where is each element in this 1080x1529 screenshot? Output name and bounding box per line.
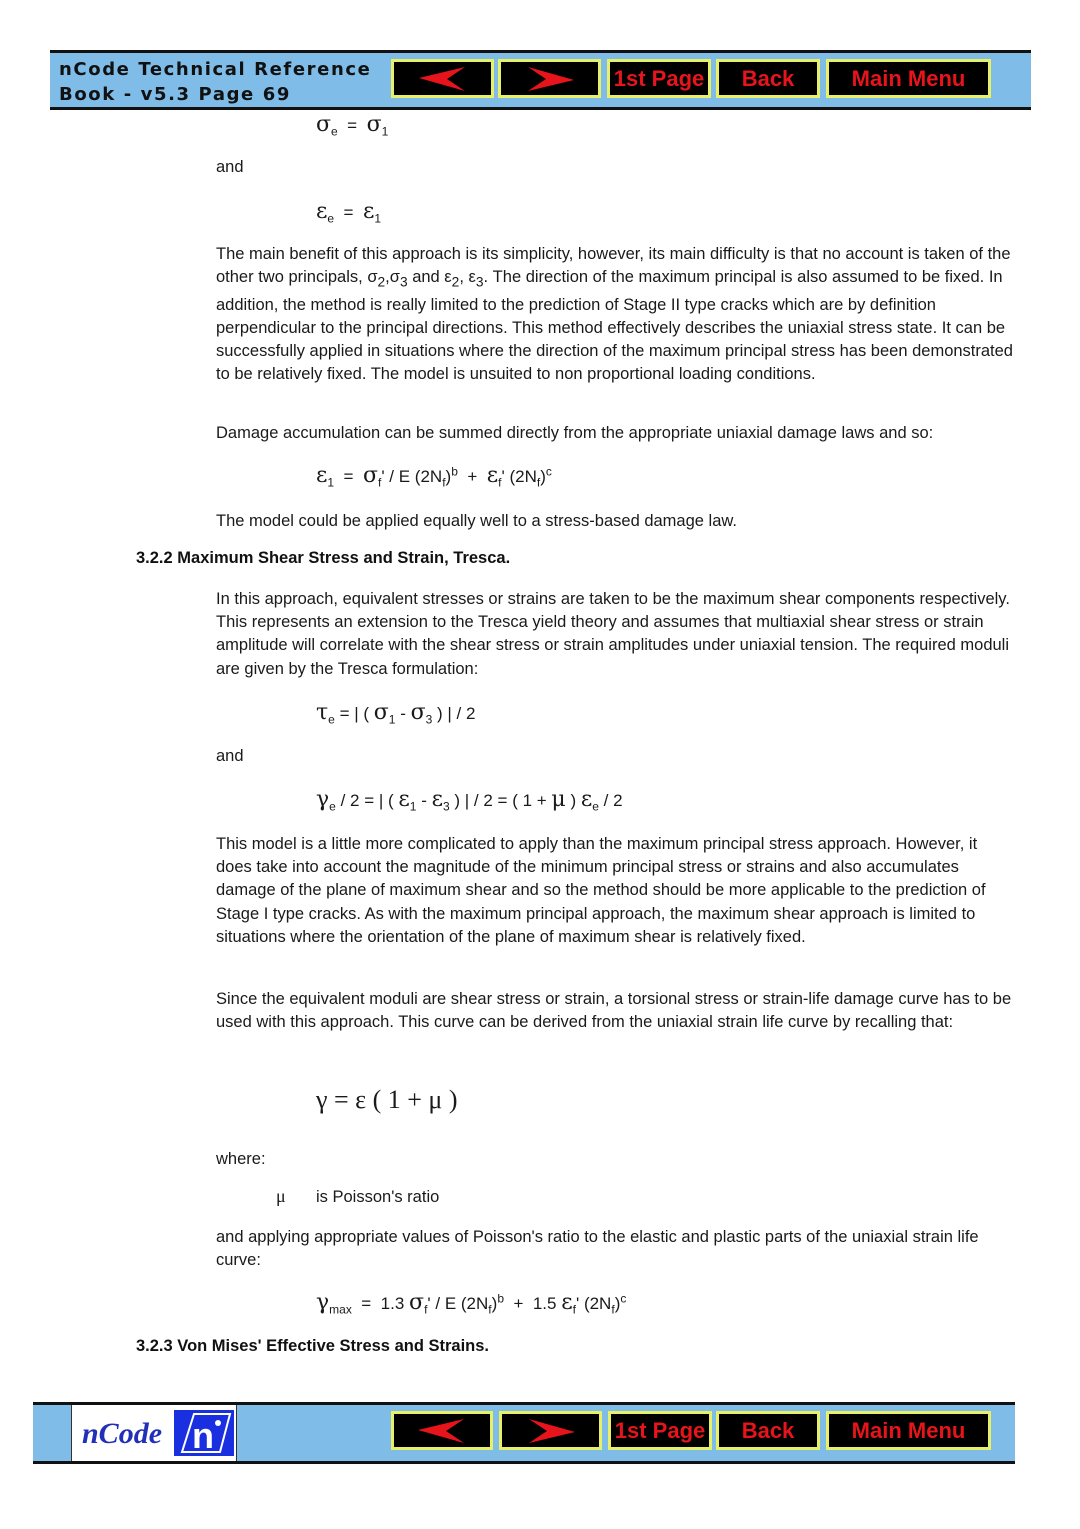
ncode-logo xyxy=(71,1405,237,1461)
equation-epsilon-e: $\varepsilon_e = \varepsilon_1$ xyxy=(316,199,382,226)
footer-main-menu-button[interactable] xyxy=(826,1411,991,1450)
logo-n-icon xyxy=(174,1410,234,1456)
right-arrow-icon xyxy=(524,67,576,91)
footer-back-label: Back xyxy=(741,1417,795,1443)
equation-tau-e: $\tau_e$ = | ( $\sigma_1 - \sigma_3$ ) | / 2 xyxy=(316,700,476,727)
title-line-2: Book - v5.3 Page 69 xyxy=(59,84,291,105)
text-and-2: and xyxy=(216,747,244,765)
footer-first-page-button[interactable] xyxy=(608,1411,712,1450)
main-menu-label: Main Menu xyxy=(851,65,966,91)
right-arrow-icon xyxy=(525,1419,577,1443)
previous-page-button[interactable] xyxy=(391,59,494,98)
equation-gamma-max: $\gamma_{max} = 1.3$ $\sigma_f'$ / E $(2N_f)^b + 1.5$ $\varepsilon_f'$ $(2N_f)^c$ xyxy=(316,1290,627,1317)
paragraph-stress-based: The model could be applied equally well to a stress-based damage law. xyxy=(216,512,737,530)
text-and-1: and xyxy=(216,158,244,176)
section-heading-von-mises: 3.2.3 Von Mises' Effective Stress and Strains. xyxy=(136,1337,490,1355)
footer-first-page-label: 1st Page xyxy=(614,1417,706,1443)
equation-gamma-epsilon-mu: γ = ε ( 1 + μ ) xyxy=(316,1085,458,1114)
paragraph-tresca-approach: In this approach, equivalent stresses or strains are taken to be the maximum shear components respectively. This represents an extension to the Tresca yield theory and assumes that multiaxial shear stress or strain amplitude will correlate with the shear stress or strain amplitudes under uniaxial tension. The required moduli are given by the Tresca formulation: xyxy=(216,590,1010,678)
back-button[interactable] xyxy=(716,59,820,98)
svg-text:n: n xyxy=(192,1415,214,1456)
definition-symbol-mu: μ xyxy=(276,1186,286,1206)
logo-wordmark: nCode xyxy=(82,1417,163,1450)
footer-bar xyxy=(33,1402,1015,1464)
footer-main-menu-label: Main Menu xyxy=(851,1417,966,1443)
document-title xyxy=(59,57,371,107)
paragraph-principal-benefit: The main benefit of this approach is its simplicity, however, its main difficulty is that no account is taken of the other two principals, $\sigma_2,\sigma_3$ and $\varepsilon_2$, $\varepsilon_3$. The direction of the maximum principal is also assumed to be fixed. In addition, the method is really limited to the prediction of Stage II type cracks which are by definition perpendicular to the principal directions. This method effectively describes the uniaxial stress state. It can be successfully applied in situations where the direction of the maximum principal stress has been demonstrated to be relatively fixed. The model is unsuited to non proportional loading conditions. xyxy=(216,245,1013,384)
next-page-button[interactable] xyxy=(498,59,601,98)
equation-sigma-e: $\sigma_e = \sigma_1$ xyxy=(316,112,389,139)
footer-back-button[interactable] xyxy=(716,1411,820,1450)
left-arrow-icon xyxy=(416,1419,468,1443)
paragraph-torsional-curve: Since the equivalent moduli are shear stress or strain, a torsional stress or strain-life damage curve has to be used with this approach. This curve can be derived from the uniaxial strain life curve by recalling that: xyxy=(216,990,1012,1032)
definition-text-poisson: is Poisson's ratio xyxy=(316,1188,440,1206)
paragraph-tresca-complexity: This model is a little more complicated to apply than the maximum principal stress approach. However, it does take into account the magnitude of the minimum principal stress or strains and also accumulates damage of the plane of maximum shear and so the method should be more applicable to the prediction of Stage I type cracks. As with the maximum principal approach, the maximum shear approach is limited to situations where the orientation of the plane of maximum shear is relatively fixed. xyxy=(216,835,986,946)
paragraph-poisson-application: and applying appropriate values of Poisson's ratio to the elastic and plastic parts of the uniaxial strain life curve: xyxy=(216,1228,979,1270)
footer-previous-page-button[interactable] xyxy=(391,1411,493,1450)
back-label: Back xyxy=(741,65,795,91)
equation-strain-life: $\varepsilon_1 = \sigma_f' / E$ $(2N_f)^b + \varepsilon_f'$ $(2N_f)^c$ xyxy=(316,463,552,490)
header-bar xyxy=(50,50,1031,110)
title-line-1: nCode Technical Reference xyxy=(59,59,372,80)
section-heading-tresca: 3.2.2 Maximum Shear Stress and Strain, Tresca. xyxy=(136,549,511,567)
main-menu-button[interactable] xyxy=(826,59,991,98)
text-where: where: xyxy=(216,1150,266,1168)
first-page-button[interactable] xyxy=(607,59,711,98)
equation-gamma-e: $\gamma_e / 2$ = | ( $\varepsilon_1 - \varepsilon_3$ ) | / 2 = ( 1 + μ ) $\varepsilon_e / 2$ xyxy=(316,787,623,814)
first-page-label: 1st Page xyxy=(613,65,705,91)
footer-next-page-button[interactable] xyxy=(499,1411,602,1450)
paragraph-damage-accumulation: Damage accumulation can be summed directly from the appropriate uniaxial damage laws and so: xyxy=(216,424,934,442)
left-arrow-icon xyxy=(417,67,469,91)
